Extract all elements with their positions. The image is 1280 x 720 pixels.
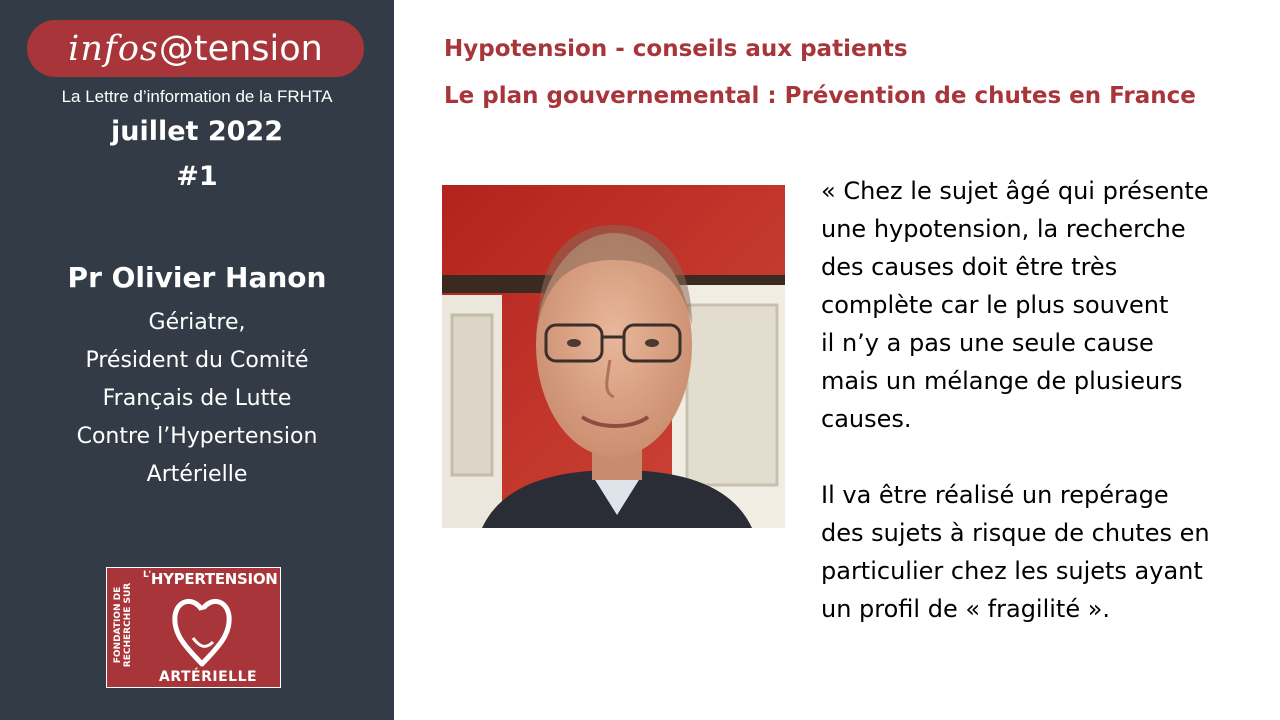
issue-date: juillet 2022 — [110, 116, 283, 147]
newsletter-tagline: La Lettre d’information de la FRHTA — [61, 87, 333, 106]
author-role-line: Gériatre, — [148, 310, 246, 335]
foundation-logo-top — [143, 570, 278, 588]
logo-top-prefix: L' — [143, 570, 151, 580]
logo-vertical-line: RECHERCHE SUR — [123, 582, 133, 668]
foundation-logo-vertical-text — [113, 572, 133, 678]
foundation-logo — [106, 567, 281, 688]
quote-paragraph — [821, 476, 1261, 628]
quote-line: un profil de « fragilité ». — [821, 595, 1111, 623]
brand-logo-text: @tension — [158, 28, 323, 69]
brand-logo-script: infos — [68, 28, 159, 69]
author-role-line: Contre l’Hypertension — [76, 424, 318, 449]
quote-line: Il va être réalisé un repérage — [821, 481, 1169, 509]
sub-heading: Le plan gouvernemental : Prévention de chutes en France — [444, 83, 1196, 109]
author-role-line: Artérielle — [146, 462, 248, 487]
author-role-line: Français de Lutte — [102, 386, 292, 411]
brand-logo — [27, 20, 364, 77]
heart-icon — [169, 590, 235, 668]
author-role — [0, 304, 394, 494]
issue-number: #1 — [176, 161, 218, 192]
author-role-line: Président du Comité — [85, 348, 309, 373]
quote-text — [821, 172, 1261, 628]
foundation-logo-bottom: ARTÉRIELLE — [159, 669, 258, 685]
quote-line: complète car le plus souvent — [821, 291, 1169, 319]
quote-paragraph — [821, 172, 1261, 438]
quote-line: particulier chez les sujets ayant — [821, 557, 1203, 585]
quote-line: mais un mélange de plusieurs — [821, 367, 1183, 395]
author-name: Pr Olivier Hanon — [67, 261, 327, 294]
main-heading: Hypotension - conseils aux patients — [444, 36, 908, 62]
quote-line: causes. — [821, 405, 912, 433]
portrait-photo — [442, 185, 785, 528]
logo-top-text: HYPERTENSION — [150, 570, 278, 588]
quote-line: des sujets à risque de chutes en — [821, 519, 1210, 547]
quote-line: une hypotension, la recherche — [821, 215, 1186, 243]
sidebar — [0, 0, 394, 720]
quote-line: il n’y a pas une seule cause — [821, 329, 1154, 357]
logo-vertical-line: FONDATION DE — [113, 586, 123, 664]
quote-line: des causes doit être très — [821, 253, 1118, 281]
portrait-illustration — [442, 185, 785, 528]
quote-line: « Chez le sujet âgé qui présente — [821, 177, 1209, 205]
